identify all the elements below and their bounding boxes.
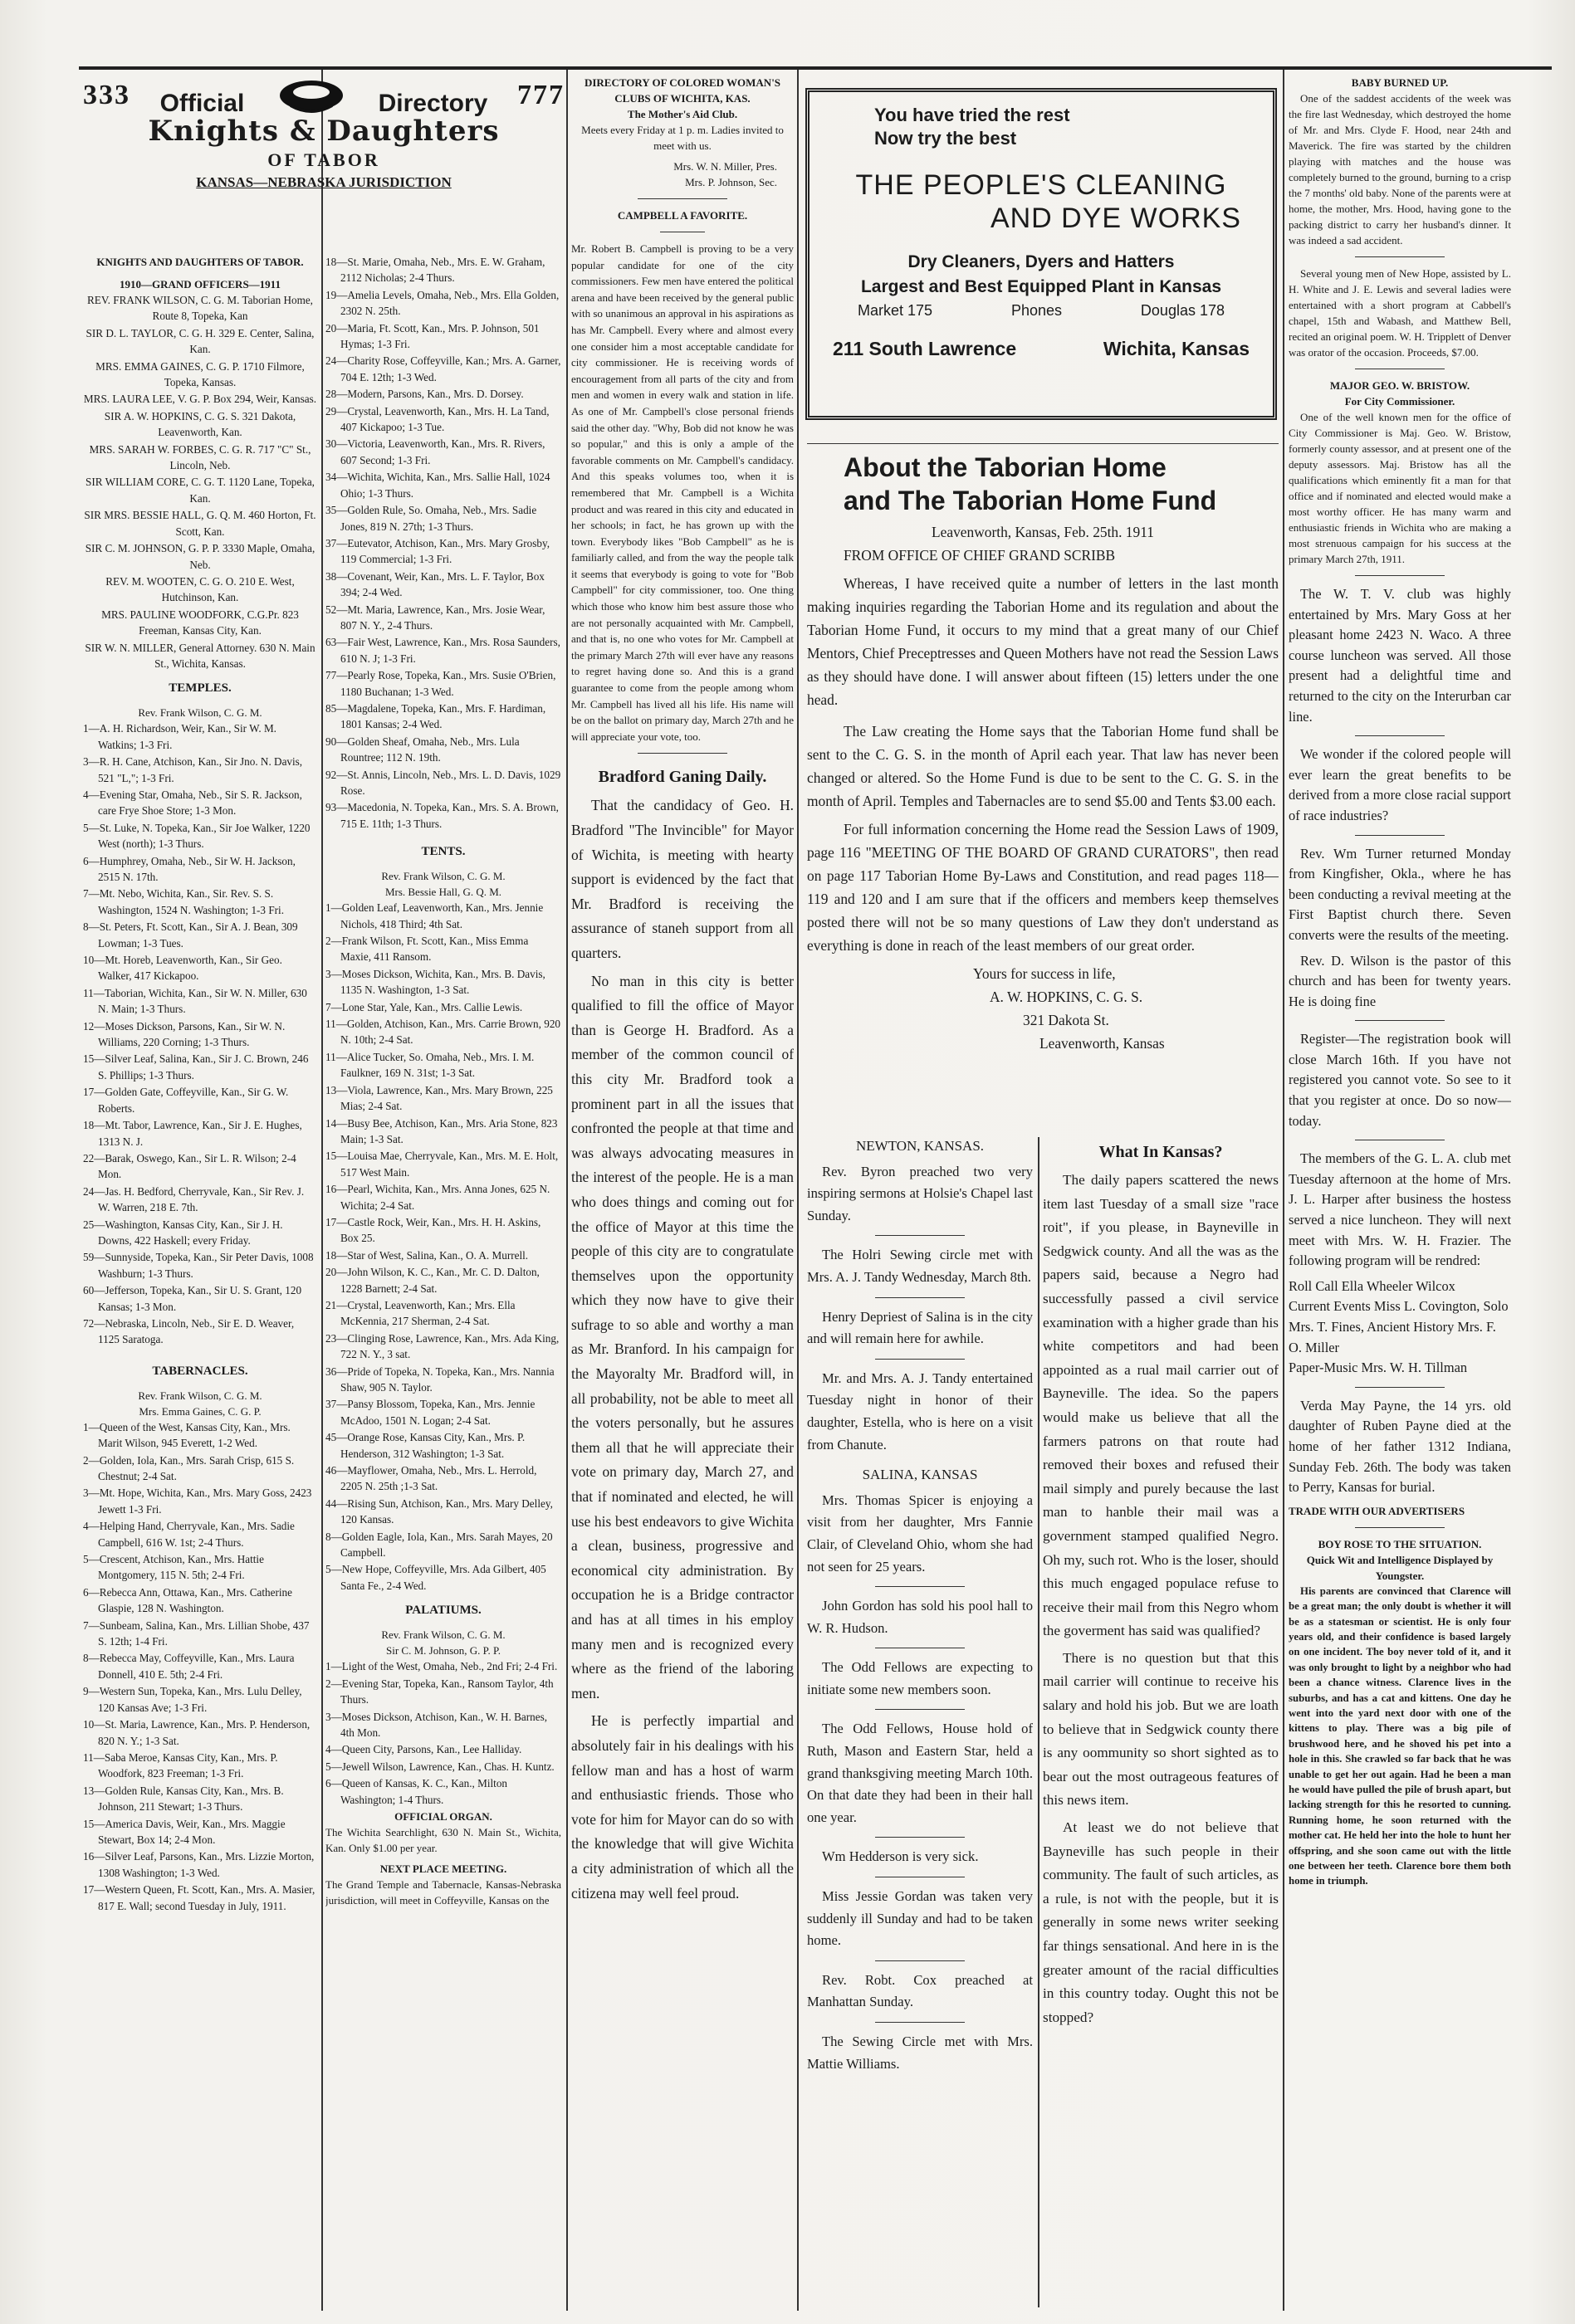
trade-with-advertisers: TRADE WITH OUR ADVERTISERS <box>1289 1504 1465 1517</box>
next-meeting-heading: NEXT PLACE MEETING. <box>379 1862 507 1875</box>
temple-entry: 11—Taborian, Wichita, Kan., Sir W. N. Miller, 630 N. Main; 1-3 Thurs. <box>83 986 307 1016</box>
item-divider <box>875 1586 966 1587</box>
wtv-club-item: The W. T. V. club was highly entertained by Mrs. Mary Goss at her pleasant home 2423 N. Waco. A three course luncheon was served. All those present had a delightful time and returned to the city on the Interurban car line. <box>1289 586 1511 725</box>
what-in-kansas-heading: What In Kansas? <box>1098 1143 1223 1161</box>
item-divider <box>875 1837 966 1838</box>
wilson-item: Rev. D. Wilson is the pastor of this church and has been for twenty years. He is doing fine <box>1289 952 1511 1009</box>
baby-burned-heading: BABY BURNED UP. <box>1351 76 1449 89</box>
masthead-of-tabor: OF TABOR <box>267 149 380 170</box>
tent-entry: 14—Busy Bee, Atchison, Kan., Mrs. Aria Stone, 823 Main; 1-3 Sat. <box>325 1116 558 1145</box>
salina-news-item: Wm Hedderson is very sick. <box>822 1848 979 1865</box>
palatium-entry: 2—Evening Star, Topeka, Kan., Ransom Taylor, 4th Thurs. <box>325 1677 554 1706</box>
item-divider <box>875 1359 966 1360</box>
what-in-kansas-article <box>1043 1135 1279 2314</box>
ad-tagline-2: Now try the best <box>874 128 1017 149</box>
ad-phones-label: Phones <box>1010 302 1063 319</box>
gla-program-item: Current Events Miss L. Covington, Solo Mrs. T. Fines, Ancient History Mrs. F. O. Miller <box>1289 1298 1509 1355</box>
newton-heading: NEWTON, KANSAS. <box>855 1138 985 1154</box>
grand-officer-entry: REV. FRANK WILSON, C. G. M. Taborian Home, Route 8, Topeka, Kan <box>87 294 313 323</box>
temple-entry: 22—Barak, Oswego, Kan., Sir L. R. Wilson; 2-4 Mon. <box>83 1151 296 1181</box>
masthead-number-left: 333 <box>83 80 130 110</box>
new-hope-item: Several young men of New Hope, assisted by L. H. White and J. E. Lewis and several ladies were entertained with a short program at Cabbell's chapel, 15th and Wabash, and Matthew Bell, recited an original poem. W. H. Tripplett of Denver was orator of the occasion. Proceeds, $7.00. <box>1289 267 1511 359</box>
bradford-paragraph: No man in this city is better qualified to fill the office of Mayor than is George H. Bradford. As a member of the common council of this city Mr. Bradford took a prominent part in all the issues that confronted the people at that time and was always advocating measures in the interest of the people. He is a man who does things and coming out for the office of Mayor at this time the people of this city are to congratulate themselves upon the opportunity which they now have to give their sufrage to so able and worthy a man as Mr. Branford. In his campaign for the Mayoralty Mr. Bradford will, in all probability, not be able to meet all the voters personally, but he assures them all that he will appreciate their vote on primary day, March 27, and that if nominated and elected, he will use his best endeavors to give Wichita a clean, business, progressive and economical city administration. By occupation he is a Bridge contractor and has at all times in his employ many men and is recognized every where as the friend of the laboring men. <box>571 972 794 1702</box>
tabernacle-entry: 38—Covenant, Weir, Kan., Mrs. L. F. Taylor, Box 394; 2-4 Wed. <box>325 569 545 599</box>
tabernacle-entry: 77—Pearly Rose, Topeka, Kan., Mrs. Susie O'Brien, 1180 Buchanan; 1-3 Wed. <box>325 669 556 698</box>
tabernacle-entry: 1—Queen of the West, Kansas City, Kan., Mrs. Marit Wilson, 945 Everett, 1-2 Wed. <box>83 1420 291 1450</box>
salina-news-item: Rev. Robt. Cox preached at Manhattan Sunday. <box>807 1971 1033 2010</box>
ad-slogan: Largest and Best Equipped Plant in Kansas <box>860 277 1222 296</box>
temple-entry: 25—Washington, Kansas City, Kan., Sir J. H. Downs, 422 Haskell; every Friday. <box>83 1218 283 1247</box>
tent-entry: 13—Viola, Lawrence, Kan., Mrs. Mary Brown, 225 Mias; 2-4 Sat. <box>325 1083 553 1113</box>
palatium-entry: 5—Jewell Wilson, Lawrence, Kan., Chas. H. Kuntz. <box>325 1760 555 1773</box>
tent-entry: 46—Mayflower, Omaha, Neb., Mrs. L. Herrold, 2205 N. 25th ;1-3 Sat. <box>325 1464 537 1493</box>
official-organ-heading: OFFICIAL ORGAN. <box>394 1809 492 1823</box>
peoples-cleaning-ad <box>805 88 1277 420</box>
tent-entry: 36—Pride of Topeka, N. Topeka, Kan., Mrs. Nannia Shaw, 905 N. Taylor. <box>325 1365 555 1394</box>
taborian-home-office: FROM OFFICE OF CHIEF GRAND SCRIBB <box>844 547 1116 564</box>
taborian-home-article <box>807 437 1279 1134</box>
item-divider <box>875 2022 966 2023</box>
tabernacles-subheading-1: Rev. Frank Wilson, C. G. M. <box>138 1389 262 1402</box>
tabernacle-entry: 20—Maria, Ft. Scott, Kan., Mrs. P. Johnson, 501 Hymas; 1-3 Fri. <box>325 321 540 351</box>
tabernacle-entry: 4—Helping Hand, Cherryvale, Kan., Mrs. Sadie Campbell, 616 W. 1st; 2-4 Thurs. <box>83 1520 295 1549</box>
bristow-heading: MAJOR GEO. W. BRISTOW. <box>1329 379 1470 392</box>
directory-column-1 <box>83 254 317 2321</box>
grand-officers-list <box>83 292 317 671</box>
taborian-home-close: Yours for success in life, <box>973 965 1116 982</box>
column-rule <box>1038 1137 1039 2307</box>
tabernacle-entry: 63—Fair West, Lawrence, Kan., Mrs. Rosa Saunders, 610 N. J; 1-3 Fri. <box>325 636 560 665</box>
temple-entry: 18—Mt. Tabor, Lawrence, Kan., Sir J. E. Hughes, 1313 N. J. <box>83 1119 302 1148</box>
taborian-home-para-1: Whereas, I have received quite a number of letters in the last month making inquiries regarding the Taborian Home and its regulation and about the Taborian Home Fund, it occurs to my mind that a great many of our Chief Mentors, Chief Preceptresses and Queen Mothers have not read the Session Laws as they should have done. I will answer about fifteen (15) letters under the one head. <box>807 575 1279 708</box>
next-meeting-text: The Grand Temple and Tabernacle, Kansas-Nebraska jurisdiction, will meet in Coffeyville, Kansas on the <box>325 1877 561 1907</box>
mothers-aid-secretary: Mrs. P. Johnson, Sec. <box>685 176 777 188</box>
taborian-home-title-2: and The Taborian Home Fund <box>844 486 1217 515</box>
tent-entry: 7—Lone Star, Yale, Kan., Mrs. Callie Lewis. <box>325 1000 523 1013</box>
palatiums-list <box>325 1658 561 1808</box>
tent-entry: 37—Pansy Blossom, Topeka, Kan., Mrs. Jennie McAdoo, 1501 N. Logan; 2-4 Sat. <box>325 1398 536 1427</box>
turner-item: Rev. Wm Turner returned Monday from Kingfisher, Okla., where he has been conducting a revival meeting at the First Baptist church there. Seven converts were the results of the meeting. <box>1289 845 1511 943</box>
what-in-kansas-paragraph: There is no question but that this mail carrier will continue to receive his salary and hold his job. But we are loath to believe that in Sedgwick county there is any oommunity so short sighted as to bear out the most outrageous features of this news item. <box>1043 1649 1279 1809</box>
tabernacle-entry: 19—Amelia Levels, Omaha, Neb., Mrs. Ella Golden, 2302 N. 25th. <box>325 288 560 318</box>
palatium-entry: 6—Queen of Kansas, K. C., Kan., Milton Washington; 1-4 Thurs. <box>325 1777 508 1806</box>
tabernacles-list <box>83 1419 317 1914</box>
newton-news-item: Rev. Byron preached two very inspiring sermons at Holsie's Chapel last Sunday. <box>807 1163 1033 1223</box>
item-divider <box>875 1235 966 1236</box>
taborian-home-address-2: Leavenworth, Kansas <box>1039 1035 1165 1052</box>
grand-officer-entry: SIR WILLIAM CORE, C. G. T. 1120 Lane, Topeka, Kan. <box>86 476 315 505</box>
tent-entry: 16—Pearl, Wichita, Kan., Mrs. Anna Jones, 625 N. Wichita; 2-4 Sat. <box>325 1183 550 1212</box>
newton-news-item: Henry Depriest of Salina is in the city and will remain here for awhile. <box>807 1308 1033 1347</box>
salina-news-item: The Sewing Circle met with Mrs. Mattie Williams. <box>807 2034 1033 2072</box>
temple-entry: 17—Golden Gate, Coffeyville, Kan., Sir G. W. Roberts. <box>83 1086 289 1115</box>
boy-rose-heading: BOY ROSE TO THE SITUATION. <box>1318 1537 1482 1550</box>
masthead-title: Knights & Daughters <box>148 115 500 148</box>
tabernacle-entry: 13—Golden Rule, Kansas City, Kan., Mrs. B. Johnson, 211 Stewart; 1-3 Thurs. <box>83 1784 284 1814</box>
tabernacle-entry: 29—Crystal, Leavenworth, Kan., Mrs. H. La Tand, 407 Kickapoo; 1-3 Tue. <box>325 404 550 434</box>
tabernacle-entry: 11—Saba Meroe, Kansas City, Kan., Mrs. P. Woodfork, 823 Freeman; 1-3 Fri. <box>83 1750 278 1780</box>
column-rule <box>797 70 799 2311</box>
tabernacle-entry: 17—Western Queen, Ft. Scott, Kan., Mrs. A. Masier, 817 E. Wall; second Tuesday in July, 1911. <box>83 1883 315 1912</box>
baby-burned-article: One of the saddest accidents of the week was the fire last Wednesday, which destroyed the home of Mr. and Mrs. Clyde F. Hood, near 24th and Maverick. The fire was started by the children playing with matches and the house was completely burned to the ground, burning to a crisp the 7 months' old baby. None of the parents were at home, the mother, Mrs. Hood, having gone to the packing district to carry her husband's dinner. It was indeed a sad accident. <box>1289 92 1511 247</box>
tent-entry: 2—Frank Wilson, Ft. Scott, Kan., Miss Emma Maxie, 411 Ransom. <box>325 935 529 964</box>
tent-entry: 11—Golden, Atchison, Kan., Mrs. Carrie Brown, 920 N. 10th; 2-4 Sat. <box>325 1018 561 1047</box>
what-in-kansas-body <box>1043 1169 1279 2029</box>
grand-officer-entry: SIR A. W. HOPKINS, C. G. S. 321 Dakota, Leavenworth, Kan. <box>104 409 296 439</box>
temple-entry: 24—Jas. H. Bedford, Cherryvale, Kan., Sir Rev. J. W. Warren, 218 E. 7th. <box>83 1184 305 1214</box>
tabernacle-entry: 52—Mt. Maria, Lawrence, Kan., Mrs. Josie Wear, 807 N. Y., 2-4 Thurs. <box>325 603 545 632</box>
temples-list <box>83 720 317 1347</box>
taborian-home-para-2: The Law creating the Home says that the Taborian Home fund shall be sent to the C. G. S. in the month of April each year. That law has never been changed or altered. So the Home Fund is due to be sent to the C. G. S. in the month of April. Temples and Tabernacles are to send $5.00 and Tents $3.00 each. <box>807 723 1279 809</box>
payne-obituary: Verda May Payne, the 14 yrs. old daughter of Ruben Payne died at the home of her father 1312 Indiana, Sunday Feb. 26th. The body was taken to Perry, Kansas for burial. <box>1289 1397 1511 1496</box>
salina-news-item: The Odd Fellows are expecting to initiate some new members soon. <box>807 1659 1033 1697</box>
tents-subheading-2: Mrs. Bessie Hall, G. Q. M. <box>384 886 502 899</box>
bristow-subheading: For City Commissioner. <box>1344 395 1455 408</box>
ad-business-name-1: THE PEOPLE'S CLEANING <box>855 169 1227 201</box>
temple-entry: 15—Silver Leaf, Salina, Kan., Sir J. C. Brown, 246 S. Phillips; 1-3 Thurs. <box>83 1052 309 1081</box>
tabernacle-entry: 92—St. Annis, Lincoln, Neb., Mrs. L. D. Davis, 1029 Rose. <box>325 768 561 797</box>
tent-entry: 21—Crystal, Leavenworth, Kan.; Mrs. Ella McKennia, 217 Sherman, 2-4 Sat. <box>325 1298 516 1328</box>
campbell-heading: CAMPBELL A FAVORITE. <box>617 209 748 222</box>
bradford-heading: Bradford Ganing Daily. <box>598 768 767 787</box>
grand-officer-entry: MRS. LAURA LEE, V. G. P. Box 294, Weir, Kansas. <box>83 393 317 406</box>
grand-officer-entry: SIR W. N. MILLER, General Attorney. 630 N. Main St., Wichita, Kansas. <box>85 641 315 670</box>
grand-officer-entry: SIR D. L. TAYLOR, C. G. H. 329 E. Center, Salina, Kan. <box>86 326 315 356</box>
news-column-3 <box>571 75 794 2316</box>
tabernacle-entry: 3—Mt. Hope, Wichita, Kan., Mrs. Mary Goss, 2423 Jewett 1-3 Fri. <box>83 1487 312 1516</box>
temple-entry: 5—St. Luke, N. Topeka, Kan., Sir Joe Walker, 1220 West (north); 1-3 Thurs. <box>83 821 311 851</box>
tent-entry: 17—Castle Rock, Weir, Kan., Mrs. H. H. Askins, Box 25. <box>325 1215 541 1245</box>
ad-city: Wichita, Kansas <box>1103 338 1250 359</box>
tent-entry: 5—New Hope, Coffeyville, Mrs. Ada Gilbert, 405 Santa Fe., 2-4 Wed. <box>325 1563 546 1592</box>
palatium-entry: 4—Queen City, Parsons, Kan., Lee Halliday. <box>325 1743 522 1756</box>
tabernacle-entry: 37—Eutevator, Atchison, Kan., Mrs. Mary Grosby, 119 Commercial; 1-3 Fri. <box>325 536 550 566</box>
tabernacle-entry: 30—Victoria, Leavenworth, Kan., Mrs. R. Rivers, 607 Second; 1-3 Fri. <box>325 437 545 466</box>
tent-entry: 45—Orange Rose, Kansas City, Kan., Mrs. P. Henderson, 312 Washington; 1-3 Sat. <box>325 1431 526 1460</box>
official-organ-text: The Wichita Searchlight, 630 N. Main St., Wichita, Kan. Only $1.00 per year. <box>325 1825 561 1854</box>
tabernacle-entry: 5—Crescent, Atchison, Kan., Mrs. Hattie Montgomery, 115 N. 5th; 2-4 Fri. <box>83 1553 264 1582</box>
register-item: Register—The registration book will close March 16th. If you have not registered you cannot vote. So see to it that you register at once. Do so now—today. <box>1289 1031 1511 1129</box>
wonder-item: We wonder if the colored people will ever learn the great benefits to be derived from a more close racial support of race industries? <box>1289 746 1511 823</box>
salina-news-item: The Odd Fellows, House hold of Ruth, Mason and Eastern Star, held a grand thanksgiving meeting March 10th. On that date they had been in their hall one year. <box>807 1721 1033 1825</box>
temple-entry: 3—R. H. Cane, Atchison, Kan., Sir Jno. N. Davis, 521 "L,"; 1-3 Fri. <box>83 755 303 784</box>
taborian-home-dateline: Leavenworth, Kansas, Feb. 25th. 1911 <box>932 524 1154 540</box>
tabernacle-entry: 7—Sunbeam, Salina, Kan., Mrs. Lillian Shobe, 437 S. 12th; 1-4 Fri. <box>83 1618 310 1648</box>
palatiums-heading: PALATIUMS. <box>405 1604 482 1618</box>
temple-entry: 10—Mt. Horeb, Leavenworth, Kan., Sir Geo. Walker, 417 Kickapoo. <box>83 954 282 983</box>
column-rule <box>1283 70 1284 2311</box>
ad-market-phone: Market 175 <box>858 302 933 319</box>
bradford-article <box>571 793 794 1906</box>
tents-list <box>325 900 561 1594</box>
tents-heading: TENTS. <box>421 845 466 859</box>
grand-officer-entry: SIR MRS. BESSIE HALL, G. Q. M. 460 Horton, Ft. Scott, Kan. <box>84 509 316 538</box>
salina-items <box>807 1490 1033 2075</box>
tabernacles-heading: TABERNACLES. <box>152 1364 248 1378</box>
bristow-article: One of the well known men for the office of City Commissioner is Maj. Geo. W. Bristow, formerly county assessor, and at present one of the deputy assessors. Maj. Bristow has all the qualifications which eminently fit a man for that office and if nominated and elected would make a most worthy officer. He has many warm and enthusiastic friends in Wichita who are making a most strenuous campaign for his success at the primary March 27th, 1911. <box>1289 411 1511 565</box>
item-divider <box>875 1297 966 1298</box>
directory-column-2 <box>325 254 561 2321</box>
tabernacle-entry: 10—St. Maria, Lawrence, Kan., Mrs. P. Henderson, 820 N. Y.; 1-3 Sat. <box>83 1718 311 1747</box>
temple-entry: 4—Evening Star, Omaha, Neb., Sir S. R. Jackson, care Frye Shoe Store; 1-3 Mon. <box>83 788 302 818</box>
grand-officer-entry: MRS. SARAH W. FORBES, C. G. R. 717 "C" St., Lincoln, Neb. <box>89 442 311 472</box>
tabernacles-subheading-2: Mrs. Emma Gaines, C. G. P. <box>139 1404 262 1418</box>
tent-entry: 23—Clinging Rose, Lawrence, Kan., Mrs. Ada King, 722 N. Y., 3 sat. <box>325 1331 560 1361</box>
top-rule <box>79 66 1552 70</box>
column-rule <box>566 70 568 2311</box>
temple-entry: 60—Jefferson, Topeka, Kan., Sir U. S. Grant, 120 Kansas; 1-3 Mon. <box>83 1284 302 1313</box>
palatiums-subheading-1: Rev. Frank Wilson, C. G. M. <box>381 1628 506 1642</box>
ad-address: 211 South Lawrence <box>833 338 1017 359</box>
grand-officers-heading: 1910—GRAND OFFICERS—1911 <box>120 278 281 290</box>
salina-news-item: Miss Jessie Gordan was taken very suddenly ill Sunday and had to be taken home. <box>807 1888 1033 1949</box>
salina-news-item: John Gordon has sold his pool hall to W. R. Hudson. <box>807 1598 1033 1636</box>
newton-items <box>807 1161 1033 1457</box>
gla-program-item: Paper-Music Mrs. W. H. Tillman <box>1289 1360 1468 1376</box>
temple-entry: 8—St. Peters, Ft. Scott, Kan., Sir A. J. Bean, 309 Lowman; 1-3 Tues. <box>83 920 298 950</box>
ad-business-name-2: AND DYE WORKS <box>990 203 1241 234</box>
item-divider <box>875 1960 966 1961</box>
local-news-column <box>807 1135 1033 2314</box>
tabernacle-entry: 8—Rebecca May, Coffeyville, Kan., Mrs. Laura Donnell, 410 E. 5th; 2-4 Fri. <box>83 1652 295 1681</box>
taborian-home-para-3: For full information concerning the Home read the Session Laws of 1909, page 116 "MEETING OF THE BOARD OF GRAND CURATORS", then read on page 117 Taborian Home By-Laws and Constitution, and read pages 118—119 and 120 and I am sure that if the officers and members keep themselves posted there will not be so many questions of Law they don't understand as everything is done in reach of the least members of our great order. <box>807 821 1279 954</box>
grand-officer-entry: MRS. PAULINE WOODFORK, C.G.Pr. 823 Freeman, Kansas City, Kan. <box>101 608 299 637</box>
tents-subheading-1: Rev. Frank Wilson, C. G. M. <box>381 870 506 883</box>
taborian-home-signature: A. W. HOPKINS, C. G. S. <box>990 989 1143 1005</box>
bradford-paragraph: He is perfectly impartial and absolutely fair in his dealings with his fellow man and has a host of warm and enthusiastic friends. Those who vote for him for Mayor can do so with the knowledge that will give Wichita a city administration of which all the citizena may well feel proud. <box>571 1712 794 1902</box>
tent-entry: 1—Golden Leaf, Leavenworth, Kan., Mrs. Jennie Nichols, 418 Third; 4th Sat. <box>325 901 544 930</box>
tabernacle-entry: 93—Macedonia, N. Topeka, Kan., Mrs. S. A. Brown, 715 E. 11th; 1-3 Thurs. <box>325 801 559 830</box>
tabernacle-entry: 16—Silver Leaf, Parsons, Kan., Mrs. Lizzie Morton, 1308 Washington; 1-3 Wed. <box>83 1850 315 1879</box>
masthead-official: Official <box>159 90 245 117</box>
tent-entry: 20—John Wilson, K. C., Kan., Mr. C. D. Dalton, 1228 Barnett; 2-4 Sat. <box>325 1266 540 1295</box>
temple-entry: 7—Mt. Nebo, Wichita, Kan., Sir. Rev. S. S. Washington, 1524 N. Washington; 1-3 Fri. <box>83 887 285 916</box>
masthead-jurisdiction: KANSAS—NEBRASKA JURISDICTION <box>196 174 452 190</box>
what-in-kansas-paragraph: At least we do not believe that Bayneville has such people in their community. The fault of such articles, as a rule, is not with the people, but it is generally in some news writer seeking far things sensational. And here in is the greater amount of the racial difficulties in this country today. Ought this not be stopped? <box>1043 1819 1279 2025</box>
ad-tagline-1: You have tried the rest <box>874 105 1070 125</box>
tabernacles-continued-list <box>325 254 561 832</box>
grand-officer-entry: MRS. EMMA GAINES, C. G. P. 1710 Filmore, Topeka, Kansas. <box>95 359 305 389</box>
tabernacle-entry: 24—Charity Rose, Coffeyville, Kan.; Mrs. A. Garner, 704 E. 12th; 1-3 Wed. <box>325 354 561 383</box>
taborian-home-address-1: 321 Dakota St. <box>1023 1012 1109 1028</box>
temple-entry: 6—Humphrey, Omaha, Neb., Sir W. H. Jackson, 2515 N. 17th. <box>83 854 296 883</box>
masthead-directory: Directory <box>378 90 488 117</box>
temple-entry: 1—A. H. Richardson, Weir, Kan., Sir W. M. Watkins; 1-3 Fri. <box>83 722 276 751</box>
mothers-aid-president: Mrs. W. N. Miller, Pres. <box>673 160 777 173</box>
tabernacle-entry: 35—Golden Rule, So. Omaha, Neb., Mrs. Sadie Jones, 819 N. 27th; 1-3 Thurs. <box>325 504 537 533</box>
tent-entry: 15—Louisa Mae, Cherryvale, Kan., Mrs. M. E. Holt, 517 West Main. <box>325 1150 559 1179</box>
tent-entry: 8—Golden Eagle, Iola, Kan., Mrs. Sarah Mayes, 20 Campbell. <box>325 1530 553 1560</box>
tent-entry: 44—Rising Sun, Atchison, Kan., Mrs. Mary Delley, 120 Kansas. <box>325 1496 553 1526</box>
item-divider <box>875 1709 966 1710</box>
news-column-6 <box>1289 75 1511 2316</box>
tabernacle-entry: 90—Golden Sheaf, Omaha, Neb., Mrs. Lula Rountree; 112 N. 19th. <box>325 735 520 764</box>
what-in-kansas-paragraph: The daily papers scattered the news item last Tuesday of a small size "race roit", if you please, in Bayneville in Sedgwick county. And all the was as the papers said, because a Negro had successfully passed a civil service examination with a higher grade than his white competitors and had been appointed as a rual mail carrier out of Bayneville. The idea. So the papers would make us believe that all the farmers patrons on that route had removed their boxes and refused their mail simply and purely because the last man to hanble their mail was a government stamped qualified Negro. Oh my, such rot. Who is the loser, should this much engaged populace refuse to receive their mail from this Negro whom the goverment has said was qualified? <box>1043 1172 1279 1639</box>
boy-rose-article: His parents are convinced that Clarence will be a great man; the only doubt is whether it will be as a statesman or scientist. He is only four years old, and their confidence is based largely on one incident. The boy never told of it, and it was only brought to light by a neighbor who had been a chance witness. Clarence lives in the suburbs, and has a cat and kittens. One day he went into the yard next door with one of the kittens to play. There was a big pile of brushwood here, and he shoved his pet into a hole in this. She crawled so far back that he was unable to get her out again. Had he been a man he would have pulled the pile of brush apart, but lacking strength for this he resorted to cunning. Running home, he soon returned with the mother cat. He held her into the hole to hunt her offspring, and she soon came out with the little one between her teeth. Clarence bore them both home in triumph. <box>1289 1584 1511 1887</box>
tabor-emblem-icon <box>274 74 349 117</box>
mothers-aid-text: Meets every Friday at 1 p. m. Ladies invited to meet with us. <box>581 124 784 152</box>
tabernacle-entry: 6—Rebecca Ann, Ottawa, Kan., Mrs. Catherine Glaspie, 128 N. Washington. <box>83 1585 292 1615</box>
palatiums-subheading-2: Sir C. M. Johnson, G. P. P. <box>386 1644 501 1658</box>
masthead-number-right: 777 <box>516 80 565 110</box>
gla-program-item: Roll Call Ella Wheeler Wilcox <box>1289 1277 1455 1294</box>
gla-program-list <box>1289 1277 1511 1379</box>
grand-officer-entry: SIR C. M. JOHNSON, G. P. P. 3330 Maple, Omaha, Neb. <box>85 542 315 571</box>
ad-douglas-phone: Douglas 178 <box>1140 302 1225 319</box>
tabernacle-entry: 28—Modern, Parsons, Kan., Mrs. D. Dorsey. <box>325 388 524 401</box>
salina-heading: SALINA, KANSAS <box>862 1467 978 1483</box>
boy-rose-subheading: Quick Wit and Intelligence Displayed by Youngster. <box>1306 1553 1494 1582</box>
gla-club-item: The members of the G. L. A. club met Tuesday afternoon at the home of Mrs. J. L. Harper after business the hostess served a nice luncheon. They will next meet with Mrs. W. H. Frazier. The following program will be rendred: <box>1289 1150 1511 1269</box>
ad-services: Dry Cleaners, Dyers and Hatters <box>907 252 1175 271</box>
taborian-home-title-1: About the Taborian Home <box>844 452 1167 482</box>
directory-masthead <box>83 73 565 191</box>
womens-clubs-heading: DIRECTORY OF COLORED WOMAN'S CLUBS OF WICHITA, KAS. <box>584 76 781 105</box>
tent-entry: 18—Star of West, Salina, Kan., O. A. Murrell. <box>325 1248 529 1262</box>
mothers-aid-club: The Mother's Aid Club. <box>627 108 738 120</box>
tabernacle-entry: 34—Wichita, Wichita, Kan., Mrs. Sallie Hall, 1024 Ohio; 1-3 Thurs. <box>325 471 550 500</box>
temple-entry: 72—Nebraska, Lincoln, Neb., Sir E. D. Weaver, 1125 Saratoga. <box>83 1316 295 1346</box>
palatium-entry: 1—Light of the West, Omaha, Neb., 2nd Fri; 2-4 Fri. <box>325 1660 558 1673</box>
temple-entry: 12—Moses Dickson, Parsons, Kan., Sir W. N. Williams, 220 Corning; 1-3 Thurs. <box>83 1019 286 1049</box>
tabernacle-entry: 15—America Davis, Weir, Kan., Mrs. Maggie Stewart, Box 14; 2-4 Mon. <box>83 1817 286 1846</box>
tabernacle-entry: 85—Magdalene, Topeka, Kan., Mrs. F. Hardiman, 1801 Kansas; 2-4 Wed. <box>325 701 546 731</box>
bradford-paragraph: That the candidacy of Geo. H. Bradford "The Invincible" for Mayor of Wichita, is meeting with hearty support is evidenced by the fact that Mr. Bradford is receiving the assurance of staneh support from all quarters. <box>571 797 794 961</box>
tabernacle-entry: 2—Golden, Iola, Kan., Mrs. Sarah Crisp, 615 S. Chestnut; 2-4 Sat. <box>83 1453 295 1482</box>
salina-news-item: Mrs. Thomas Spicer is enjoying a visit from her daughter, Mrs Fannie Clair, of Cleveland Ohio, whom she had not seen for 25 years. <box>807 1492 1033 1575</box>
campbell-article: Mr. Robert B. Campbell is proving to be a very popular candidate for one of the city commissioners. Few men have entered the political arena and have been received by the general public with so unanimous an approval in his aspirations as has Mr. Campbell. Every where and almost every one consider him a most acceptable candidate for city commissioner. He is receiving words of encouragement from all parts of the city and from men and women in every walk and station in life. As one of Mr. Campbell's close personal friends said the other day. "Why, Bob did not know he was so popular," and this is only a ample of the favorable comments on Mr. Campbell's candidacy. And this speaks volumes too, when it is remembered that Mr. Campbell is a Wichita product and was reared in this city and educated in her schools; in fact, he has grown up with the town. Everybody likes "Bob Campbell" as he is familiarly called, and from the way the people talk it seems that everybody is going to vote for "Bob Campbell" for city commissioner, too. One thing which those who know him best assure those who are not personally acquainted with Mr. Campbell, and that is, no one who votes for Mr. Campbell at the primary March 27th will ever have any reasons to regret having done so. And this is a grand guarantee to come from the people among whom Mr. Campbell has lived all his life. His name will be on the ballot on primary day, March 27th and he will appreciate your vote, too. <box>571 242 794 743</box>
newton-news-item: The Holri Sewing circle met with Mrs. A. J. Tandy Wednesday, March 8th. <box>807 1247 1033 1285</box>
tabernacle-entry: 9—Western Sun, Topeka, Kan., Mrs. Lulu Delley, 120 Kansas Ave; 1-3 Fri. <box>83 1685 302 1714</box>
temples-subheading: Rev. Frank Wilson, C. G. M. <box>138 706 262 720</box>
tent-entry: 3—Moses Dickson, Wichita, Kan., Mrs. B. Davis, 1135 N. Washington, 1-3 Sat. <box>325 967 545 997</box>
tent-entry: 11—Alice Tucker, So. Omaha, Neb., Mrs. I. M. Faulkner, 169 N. 31st; 1-3 Sat. <box>325 1050 535 1080</box>
temple-entry: 59—Sunnyside, Topeka, Kan., Sir Peter Davis, 1008 Washburn; 1-3 Thurs. <box>83 1251 314 1280</box>
newton-news-item: Mr. and Mrs. A. J. Tandy entertained Tuesday night in honor of their daughter, Estella, who is here on a visit from Chanute. <box>807 1370 1033 1452</box>
palatium-entry: 3—Moses Dickson, Atchison, Kan., W. H. Barnes, 4th Mon. <box>325 1710 548 1739</box>
knights-daughters-heading: KNIGHTS AND DAUGHTERS OF TABOR. <box>96 256 304 268</box>
column-rule <box>321 70 323 2311</box>
temples-heading: TEMPLES. <box>169 681 232 696</box>
tabernacle-entry: 18—St. Marie, Omaha, Neb., Mrs. E. W. Graham, 2112 Nicholas; 2-4 Thurs. <box>325 256 545 285</box>
grand-officer-entry: REV. M. WOOTEN, C. G. O. 210 E. West, Hutchinson, Kan. <box>105 574 295 604</box>
